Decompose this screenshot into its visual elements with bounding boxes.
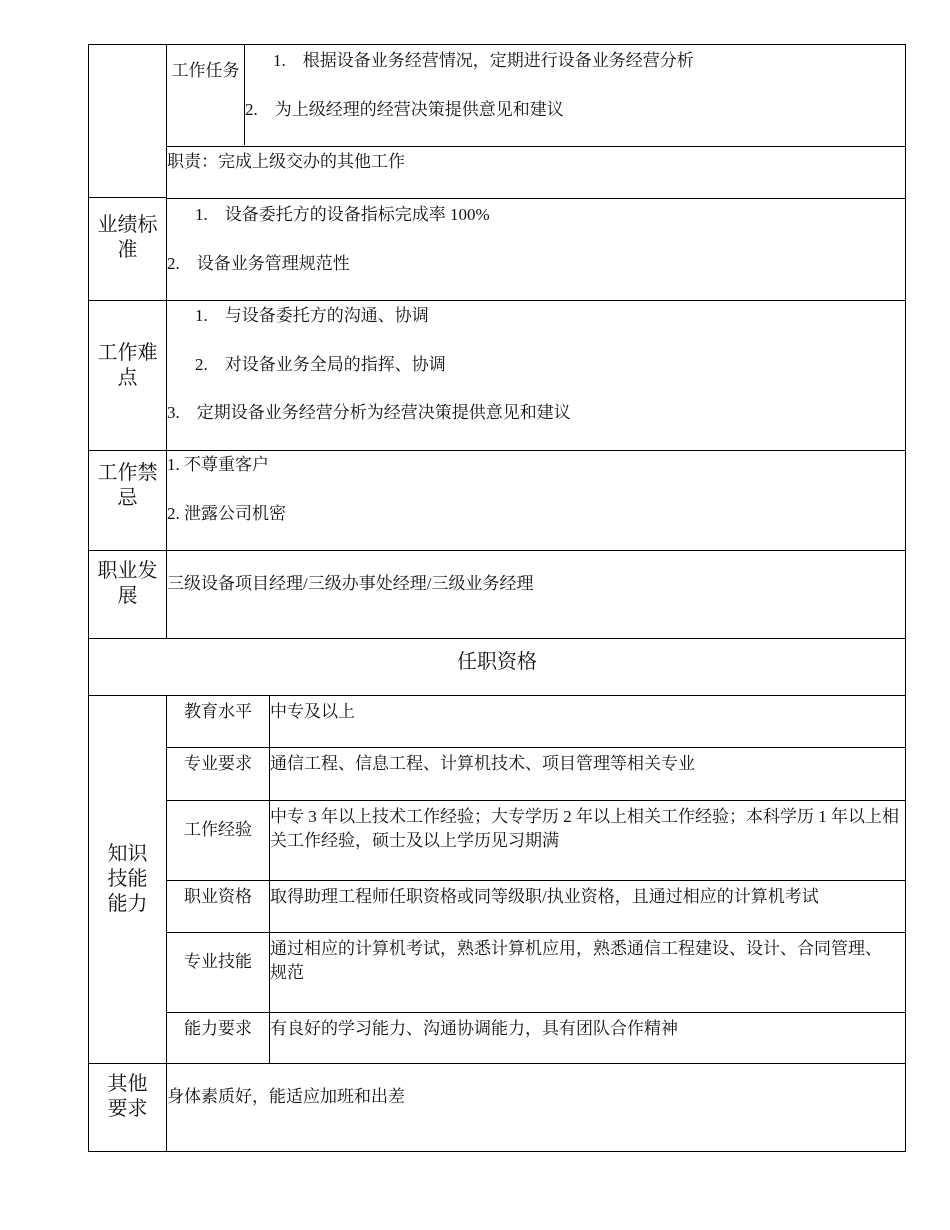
other-duty-cell xyxy=(166,146,906,198)
qual-label-major: 专业要求 xyxy=(167,748,270,800)
taboos-label: 工作禁忌 xyxy=(88,450,166,550)
difficulties-cell xyxy=(166,300,906,450)
other-label xyxy=(88,1063,166,1152)
other-cell xyxy=(166,1063,906,1152)
qual-value-experience: 中专 3 年以上技术工作经验；大专学历 2 年以上相关工作经验；本科学历 1 年以上相关工作经验，硕士及以上学历见习期满 xyxy=(270,807,899,850)
other-label-text: 其他要求 xyxy=(107,1072,148,1120)
performance-label: 业绩标准 xyxy=(88,198,166,300)
qual-value-education: 中专及以上 xyxy=(270,702,355,721)
qual-row-skills xyxy=(166,932,906,1012)
qualifications-group-label xyxy=(88,695,166,1063)
career-cell xyxy=(166,550,906,638)
performance-item-2: 2. 设备业务管理规范性 xyxy=(167,254,350,273)
performance-cell xyxy=(166,198,906,300)
qual-value-major: 通信工程、信息工程、计算机技术、项目管理等相关专业 xyxy=(270,754,695,773)
qual-label-ability: 能力要求 xyxy=(167,1013,270,1064)
task-item-2: 2. 为上级经理的经营决策提供意见和建议 xyxy=(245,100,564,119)
difficulties-label: 工作难点 xyxy=(88,300,166,450)
qual-label-skills: 专业技能 xyxy=(167,933,270,1012)
qualifications-title: 任职资格 xyxy=(88,638,906,695)
job-description-table xyxy=(88,44,906,1152)
difficulty-item-1: 1. 与设备委托方的沟通、协调 xyxy=(195,306,429,325)
qual-label-education: 教育水平 xyxy=(167,696,270,747)
difficulty-item-2: 2. 对设备业务全局的指挥、协调 xyxy=(195,355,446,374)
duties-left-blank xyxy=(88,44,166,198)
other-duty-text: 职责：完成上级交办的其他工作 xyxy=(167,152,405,171)
taboos-cell xyxy=(166,450,906,550)
taboo-item-2: 2. 泄露公司机密 xyxy=(167,504,286,523)
career-text: 三级设备项目经理/三级办事处经理/三级业务经理 xyxy=(167,574,534,593)
qualifications-group-label-text: 知识技能能力 xyxy=(107,843,148,915)
qual-value-certification: 取得助理工程师任职资格或同等级职/执业资格，且通过相应的计算机考试 xyxy=(270,887,819,906)
qual-value-skills: 通过相应的计算机考试，熟悉计算机应用，熟悉通信工程建设、设计、合同管理、规范 xyxy=(270,939,882,982)
qual-value-ability: 有良好的学习能力、沟通协调能力，具有团队合作精神 xyxy=(270,1019,678,1038)
qual-row-major xyxy=(166,747,906,800)
qual-label-certification: 职业资格 xyxy=(167,881,270,932)
taboo-item-1: 1. 不尊重客户 xyxy=(167,455,269,474)
qual-row-ability xyxy=(166,1012,906,1064)
qual-row-education xyxy=(166,695,906,747)
qual-row-experience xyxy=(166,800,906,880)
difficulty-item-3: 3. 定期设备业务经营分析为经营决策提供意见和建议 xyxy=(167,403,571,422)
other-text: 身体素质好，能适应加班和出差 xyxy=(167,1087,405,1106)
qual-label-experience: 工作经验 xyxy=(167,801,270,880)
task-item-1: 1. 根据设备业务经营情况，定期进行设备业务经营分析 xyxy=(273,51,694,70)
duties-task-block xyxy=(166,44,906,146)
qual-row-certification xyxy=(166,880,906,932)
performance-item-1: 1. 设备委托方的设备指标完成率 100% xyxy=(195,205,490,224)
task-label: 工作任务 xyxy=(167,45,245,145)
career-label: 职业发展 xyxy=(88,550,166,638)
